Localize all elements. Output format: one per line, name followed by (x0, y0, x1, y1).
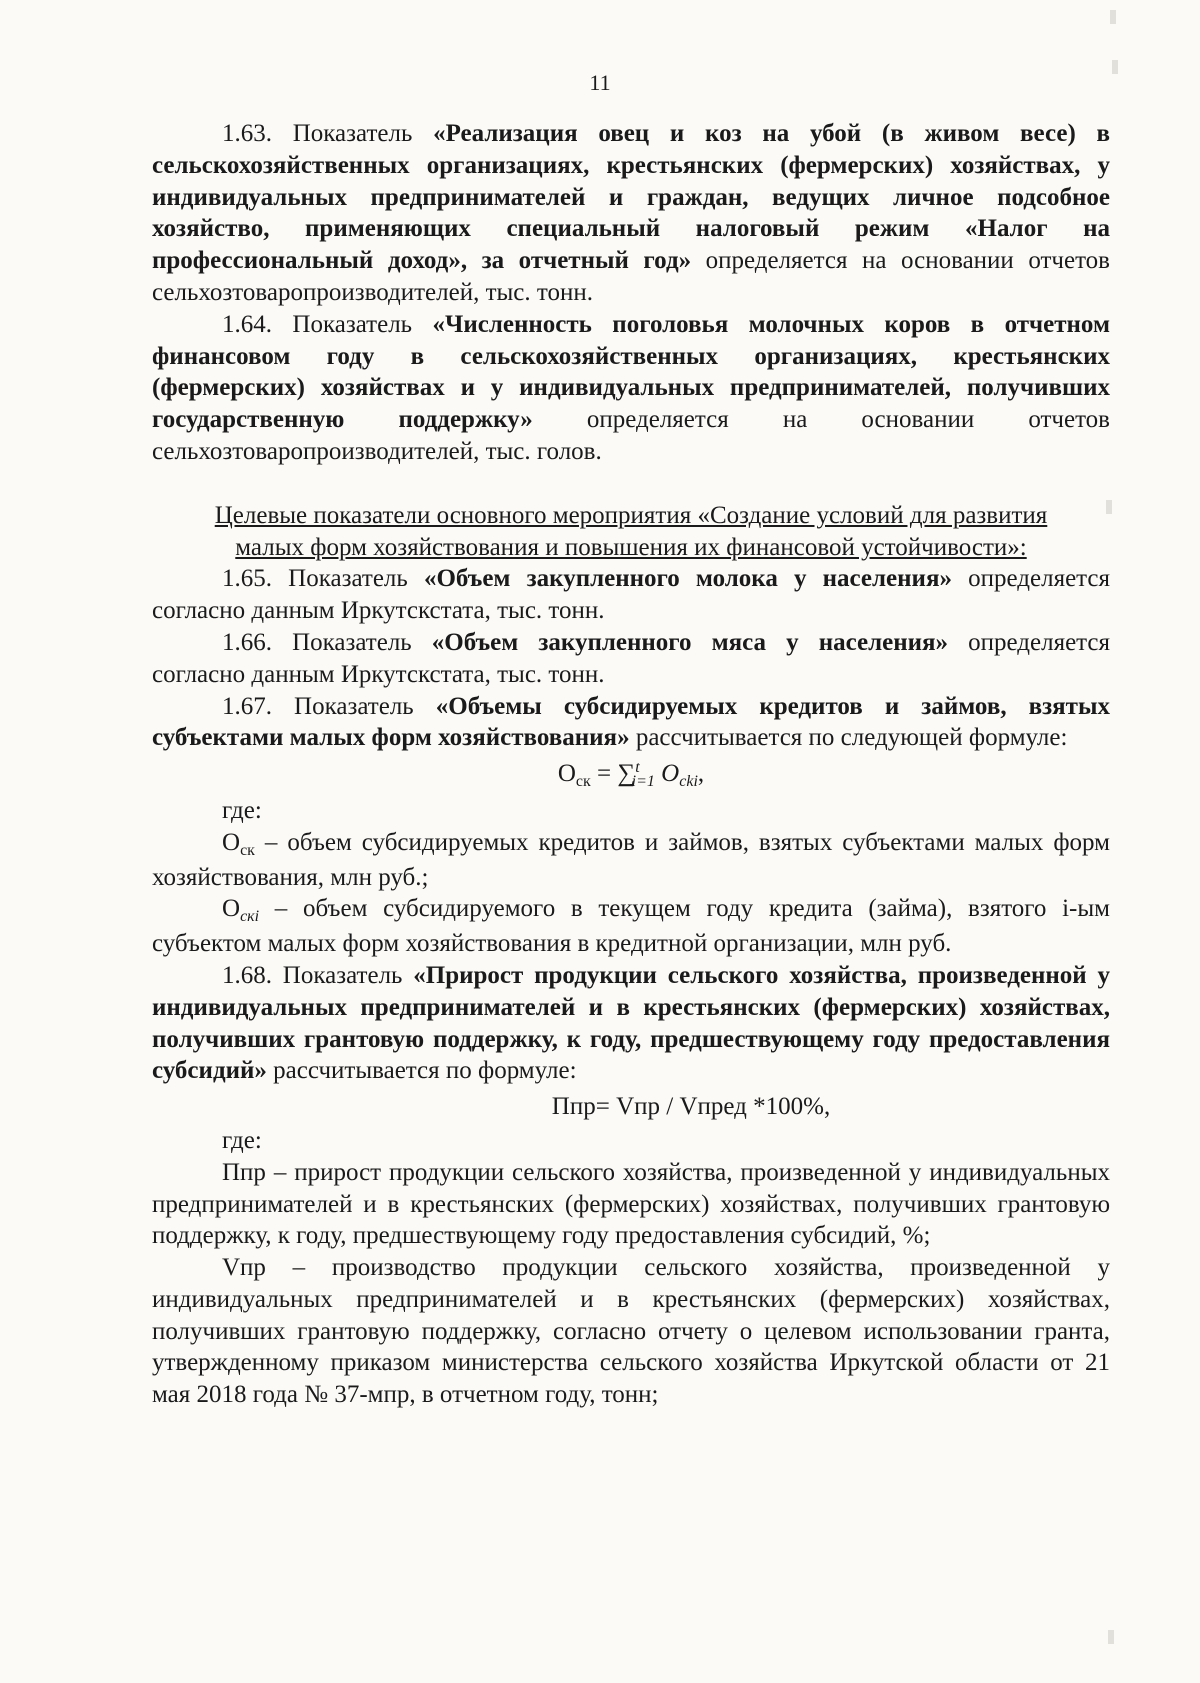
definition-ppr: Ппр – прирост продукции сельского хозяйства, произведенной у индивидуальных предпринимателей и в крестьянских (фермерских) хозяйствах, получивших грантовую поддержку, к году, предшествующему году предоставления субсидий, %; (152, 1158, 1110, 1250)
indicator-title: «Реализация овец и коз на убой (в живом весе) в сельскохозяйственных организациях, крестьянских (фермерских) хозяйствах, у индивидуальных предпринимателей и граждан, ведущих личное подсобное хозяйство, применяющих специальный налоговый режим «Налог на профессиональный доход», за отчетный год» (152, 120, 1110, 275)
paragraph-text: определяется согласно данным Иркутскстата, тыс. тонн. (152, 565, 1110, 625)
where-label: где: (222, 1126, 262, 1154)
paragraph-1-64 (152, 309, 1110, 468)
paragraph-1-65 (152, 563, 1110, 627)
page-number: 11 (589, 70, 611, 95)
paragraph-number: 1.65. Показатель (222, 565, 424, 593)
paragraph-1-68 (152, 960, 1110, 1087)
definition-osk: $О_{ск}$ – объем субсидируемых кредитов и займов, взятых субъектами малых форм хозяйствования, млн руб.; (152, 828, 1110, 891)
scan-artifact (1110, 10, 1116, 24)
scan-artifact (1106, 500, 1112, 514)
where-label: где: (222, 796, 262, 824)
paragraph-1-67 (152, 691, 1110, 755)
paragraph-number: 1.67. Показатель (222, 692, 436, 720)
scan-artifact (1108, 1630, 1114, 1644)
section-heading: Целевые показатели основного мероприятия «Создание условий для развития малых форм хозяйствования и повышения их финансовой устойчивости»: (214, 501, 1048, 561)
paragraph-text: определяется на основании отчетов сельхозтоваропроизводителей, тыс. голов. (152, 406, 1110, 465)
scan-artifact (1112, 60, 1118, 74)
definition-oski: $О_{скi}$ – объем субсидируемого в текущем году кредита (займа), взятого i-ым субъектом малых форм хозяйствования в кредитной организации, млн руб. (152, 895, 1110, 958)
document-body (152, 118, 1110, 1411)
paragraph-text: определяется на основании отчетов сельхозтоваропроизводителей, тыс. тонн. (152, 247, 1110, 306)
paragraph-number: 1.68. Показатель (222, 961, 414, 989)
paragraph-text: рассчитывается по формуле: (266, 1057, 577, 1085)
formula-ppr: Ппр= Vпр / Vпред *100%, (551, 1093, 831, 1121)
indicator-title: «Прирост продукции сельского хозяйства, произведенной у индивидуальных предпринимателей и в крестьянских (фермерских) хозяйствах, получивших грантовую поддержку, к году, предшествующему году предоставления субсидий» (152, 961, 1110, 1085)
paragraph-number: 1.66. Показатель (222, 628, 432, 656)
paragraph-text: рассчитывается по следующей формуле: (629, 724, 1068, 752)
indicator-title: «Объем закупленного молока у населения» (423, 565, 952, 593)
paragraph-number: 1.63. Показатель (222, 120, 434, 147)
paragraph-1-63 (152, 118, 1110, 309)
indicator-title: «Объемы субсидируемых кредитов и займов, взятых субъектами малых форм хозяйствования» (152, 692, 1110, 752)
definition-vpr: Vпр – производство продукции сельского хозяйства, произведенной у индивидуальных предпринимателей и в крестьянских (фермерских) хозяйствах, получивших грантовую поддержку, согласно отчету о целевом использовании гранта, утвержденному приказом министерства сельского хозяйства Иркутской области от 21 мая 2018 года № 37-мпр, в отчетном году, тонн; (152, 1254, 1110, 1409)
paragraph-text: определяется согласно данным Иркутскстата, тыс. тонн. (152, 628, 1110, 688)
indicator-title: «Численность поголовья молочных коров в отчетном финансовом году в сельскохозяйственных организациях, крестьянских (фермерских) хозяйствах и у индивидуальных предпринимателей, получивших государственную поддержку» (152, 310, 1110, 434)
indicator-title: «Объем закупленного мяса у населения» (431, 628, 949, 656)
paragraph-number: 1.64. Показатель (222, 310, 433, 338)
paragraph-1-66 (152, 627, 1110, 691)
formula-osk: $О_{ск} = \sum^t_{i=1}$ $O_{cki}$, (557, 759, 705, 791)
